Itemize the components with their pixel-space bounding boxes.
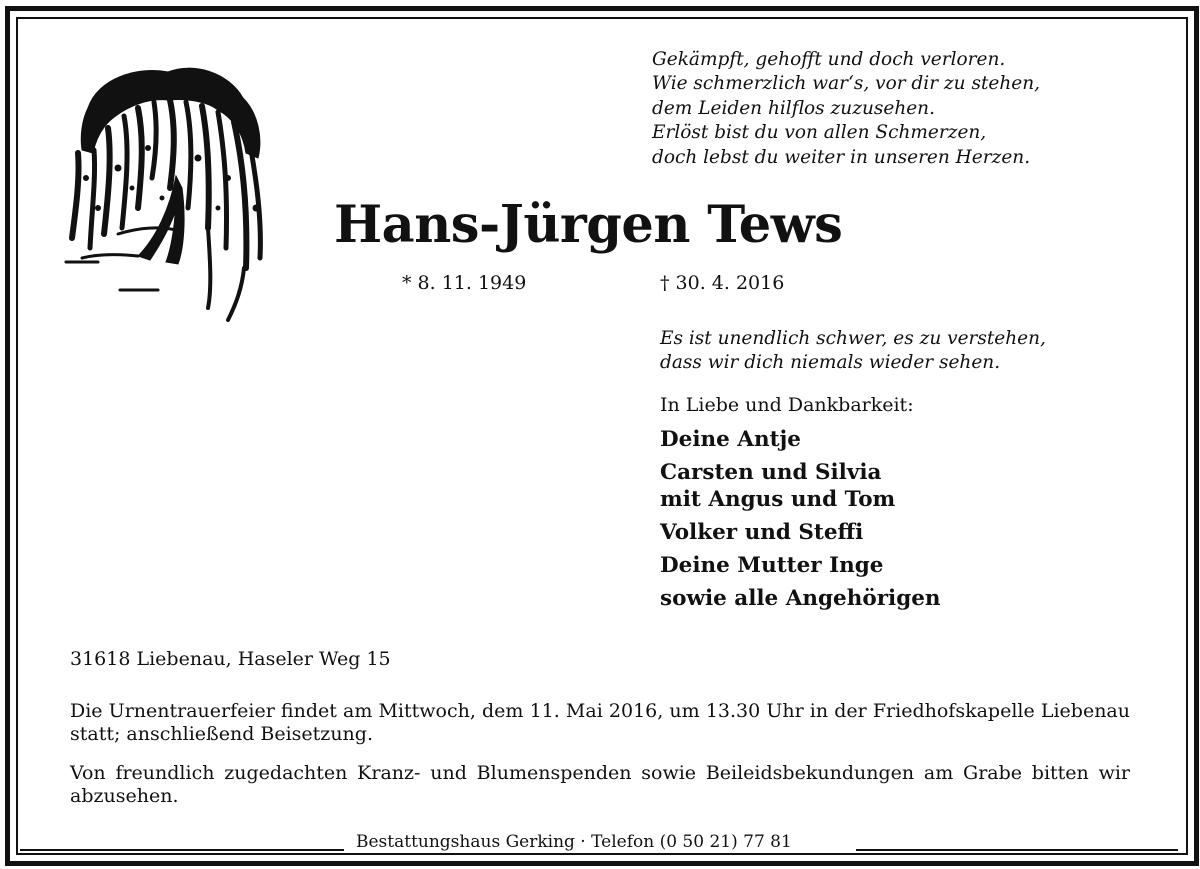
family-list [660, 426, 941, 618]
family-entry [660, 426, 941, 453]
poem-middle-line: Es ist unendlich schwer, es zu verstehen, [660, 328, 1046, 349]
family-entry-line: Deine Mutter Inge [660, 553, 884, 578]
donation-note: Von freundlich zugedachten Kranz- und Blumenspenden sowie Beileidsbekundungen am Grabe bitten wir abzusehen. [70, 762, 1130, 807]
family-entry-line: Deine Antje [660, 427, 801, 452]
family-entry-line: sowie alle Angehörigen [660, 586, 941, 611]
family-entry-line: mit Angus und Tom [660, 487, 896, 512]
birth-date: * 8. 11. 1949 [402, 272, 527, 294]
poem-top-line: Gekämpft, gehofft und doch verloren. [652, 49, 1006, 70]
family-entry [660, 552, 941, 579]
family-entry [660, 519, 941, 546]
poem-top-line: Erlöst bist du von allen Schmerzen, [652, 122, 987, 144]
poem-top-line: dem Leiden hilflos zuzusehen. [652, 97, 935, 119]
thanks-line: In Liebe und Dankbarkeit: [660, 394, 914, 416]
poem-middle [660, 327, 1180, 376]
family-entry-line: Carsten und Silvia [660, 460, 882, 485]
footer-rule-right [856, 849, 1178, 851]
deceased-name: Hans-Jürgen Tews [334, 195, 843, 255]
poem-top [652, 48, 1172, 170]
address: 31618 Liebenau, Haseler Weg 15 [70, 648, 391, 670]
weeping-willow-icon [58, 58, 278, 326]
poem-middle-line: dass wir dich niemals wieder sehen. [660, 352, 1001, 374]
death-date: † 30. 4. 2016 [660, 272, 785, 294]
footer-rule-left [20, 849, 344, 851]
poem-top-line: Wie schmerzlich war‘s, vor dir zu stehen, [652, 73, 1040, 95]
funeral-home-footer: Bestattungshaus Gerking · Telefon (0 50 21) 77 81 [352, 832, 796, 852]
funeral-info: Die Urnentrauerfeier findet am Mittwoch, dem 11. Mai 2016, um 13.30 Uhr in der Friedhofskapelle Liebenau statt; anschließend Beisetzung. [70, 700, 1130, 745]
family-entry [660, 585, 941, 612]
poem-top-line: doch lebst du weiter in unseren Herzen. [652, 146, 1031, 168]
family-entry [660, 459, 941, 513]
family-entry-line: Volker und Steffi [660, 520, 864, 545]
